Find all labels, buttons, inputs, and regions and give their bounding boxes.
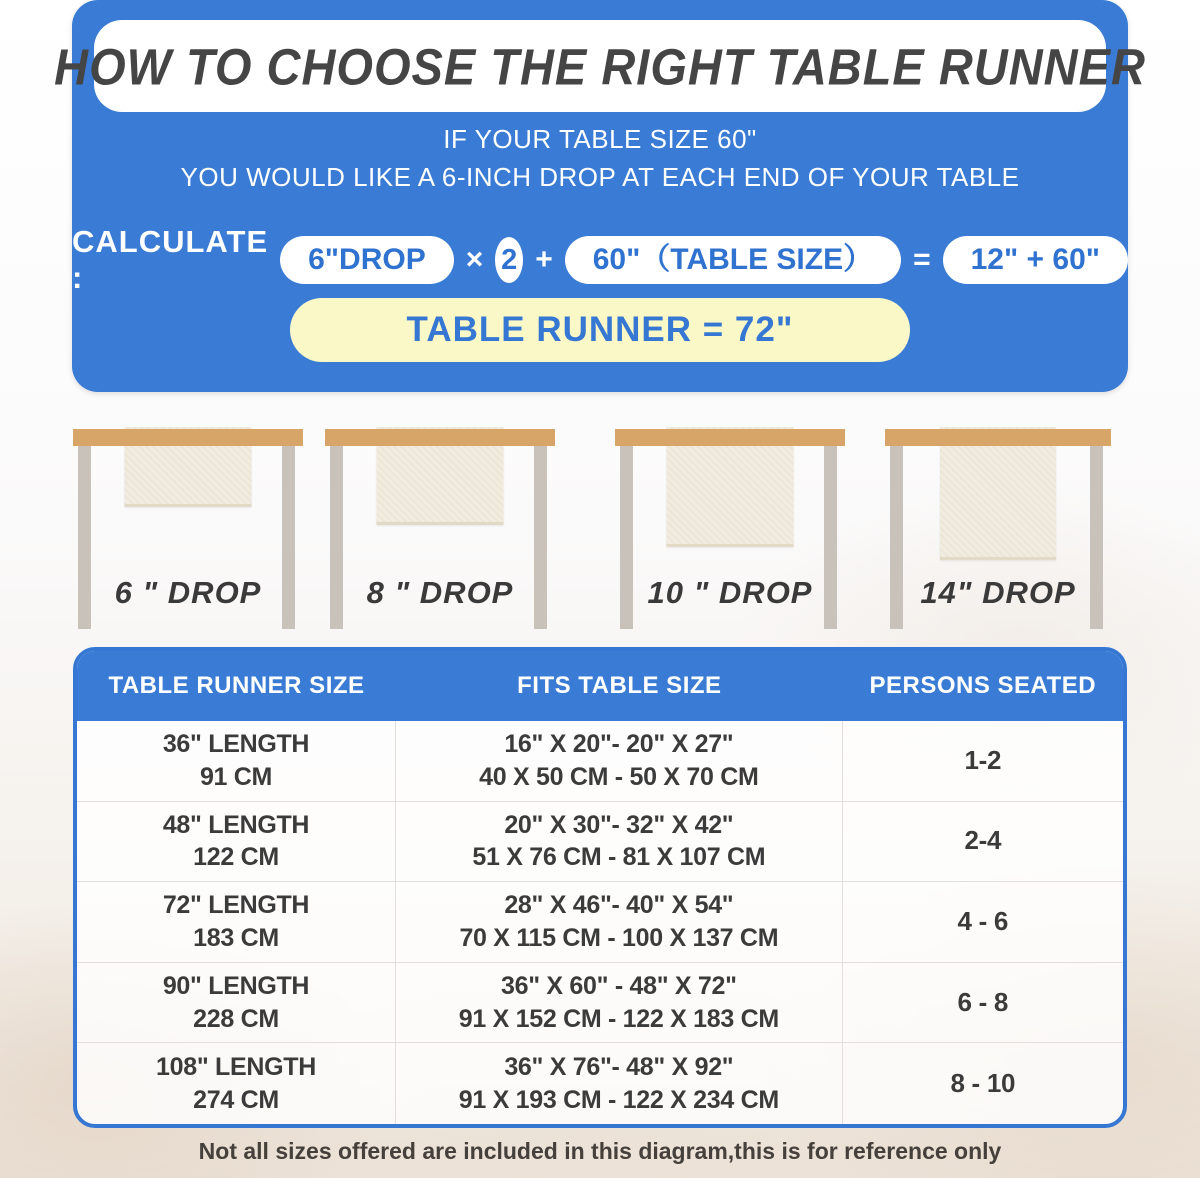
drop-figure-10in — [615, 429, 845, 629]
length-cm: 183 CM — [193, 923, 279, 952]
fits-size-cell — [396, 802, 843, 882]
runner-size-cell — [77, 1043, 396, 1124]
persons-count: 2-4 — [964, 825, 1002, 856]
persons-count: 8 - 10 — [950, 1067, 1016, 1098]
drop-value-pill: 6"DROP — [280, 236, 454, 284]
column-header-persons: PERSONS SEATED — [869, 672, 1097, 699]
fits-size-cell — [396, 721, 843, 801]
subtitle-line-2: YOU WOULD LIKE A 6-INCH DROP AT EACH END OF YOUR TABLE — [180, 162, 1020, 192]
tabletop-illustration — [885, 429, 1111, 446]
drop-figure-8in — [325, 429, 555, 629]
persons-count: 1-2 — [964, 744, 1002, 775]
column-header-runner-size: TABLE RUNNER SIZE — [108, 672, 365, 699]
tabletop-illustration — [325, 429, 555, 446]
multiplier-badge: 2 — [495, 237, 523, 283]
drop-label: 10 " DROP — [647, 575, 813, 610]
length-inches: 72" LENGTH — [162, 891, 310, 920]
times-operator: × — [465, 243, 484, 276]
length-cm: 91 CM — [199, 762, 273, 791]
persons-cell — [843, 963, 1123, 1043]
drop-label: 8 " DROP — [366, 575, 514, 610]
size-chart-header — [77, 651, 1123, 721]
runner-size-cell — [77, 963, 396, 1043]
table-row — [77, 963, 1123, 1044]
fits-cm: 70 X 115 CM - 100 X 137 CM — [459, 923, 779, 952]
fits-size-cell — [396, 963, 843, 1043]
tabletop-illustration — [73, 429, 303, 446]
fits-inches: 36" X 76"- 48" X 92" — [504, 1053, 734, 1082]
length-inches: 90" LENGTH — [162, 972, 310, 1001]
title-box — [54, 20, 1146, 112]
column-header-fits-size: FITS TABLE SIZE — [517, 672, 722, 699]
size-chart-card — [73, 647, 1127, 1128]
runner-size-cell — [77, 882, 396, 962]
table-row — [77, 1043, 1123, 1124]
info-banner — [54, 0, 1146, 392]
length-inches: 108" LENGTH — [156, 1053, 316, 1082]
fits-inches: 20" X 30"- 32" X 42" — [504, 810, 734, 839]
table-row — [77, 721, 1123, 802]
fits-cm: 51 X 76 CM - 81 X 107 CM — [472, 843, 766, 872]
plus-operator: + — [535, 243, 553, 276]
fits-inches: 28" X 46"- 40" X 54" — [504, 891, 734, 920]
drop-label: 6 " DROP — [114, 575, 262, 610]
calculate-label: CALCULATE : — [72, 224, 269, 295]
length-cm: 122 CM — [193, 843, 279, 872]
persons-count: 4 - 6 — [957, 906, 1009, 937]
drop-figure-6in — [73, 429, 303, 629]
persons-cell — [843, 802, 1123, 882]
fits-inches: 16" X 20"- 20" X 27" — [504, 730, 734, 759]
fits-size-cell — [396, 1043, 843, 1124]
table-row — [77, 802, 1123, 883]
fits-cm: 91 X 152 CM - 122 X 183 CM — [458, 1004, 779, 1033]
tabletop-illustration — [615, 429, 845, 446]
subtitle-line-1: IF YOUR TABLE SIZE 60" — [443, 124, 757, 154]
sum-pill: 12" + 60" — [943, 236, 1128, 284]
length-cm: 274 CM — [193, 1085, 279, 1114]
fits-inches: 36" X 60" - 48" X 72" — [500, 972, 737, 1001]
fits-cm: 91 X 193 CM - 122 X 234 CM — [458, 1085, 779, 1114]
persons-cell — [843, 721, 1123, 801]
runner-size-cell — [77, 721, 396, 801]
persons-cell — [843, 1043, 1123, 1124]
drop-figure-14in — [885, 429, 1111, 629]
page-title: HOW TO CHOOSE THE RIGHT TABLE RUNNER — [54, 37, 1146, 95]
footer-disclaimer: Not all sizes offered are included in this diagram,this is for reference only — [198, 1138, 1002, 1164]
persons-cell — [843, 882, 1123, 962]
length-cm: 228 CM — [193, 1004, 279, 1033]
size-chart-body — [77, 721, 1123, 1124]
equals-operator: = — [913, 243, 931, 276]
runner-size-cell — [77, 802, 396, 882]
table-row — [77, 882, 1123, 963]
calculation-row — [72, 224, 1128, 295]
result-pill — [290, 298, 910, 362]
fits-cm: 40 X 50 CM - 50 X 70 CM — [479, 762, 759, 791]
table-size-pill: 60"（TABLE SIZE） — [565, 236, 901, 284]
fits-size-cell — [396, 882, 843, 962]
persons-count: 6 - 8 — [957, 986, 1009, 1017]
table-runner-illustration — [940, 427, 1056, 560]
length-inches: 48" LENGTH — [162, 810, 310, 839]
result-text: TABLE RUNNER = 72" — [406, 310, 794, 349]
drop-label: 14" DROP — [920, 575, 1076, 610]
length-inches: 36" LENGTH — [162, 730, 310, 759]
